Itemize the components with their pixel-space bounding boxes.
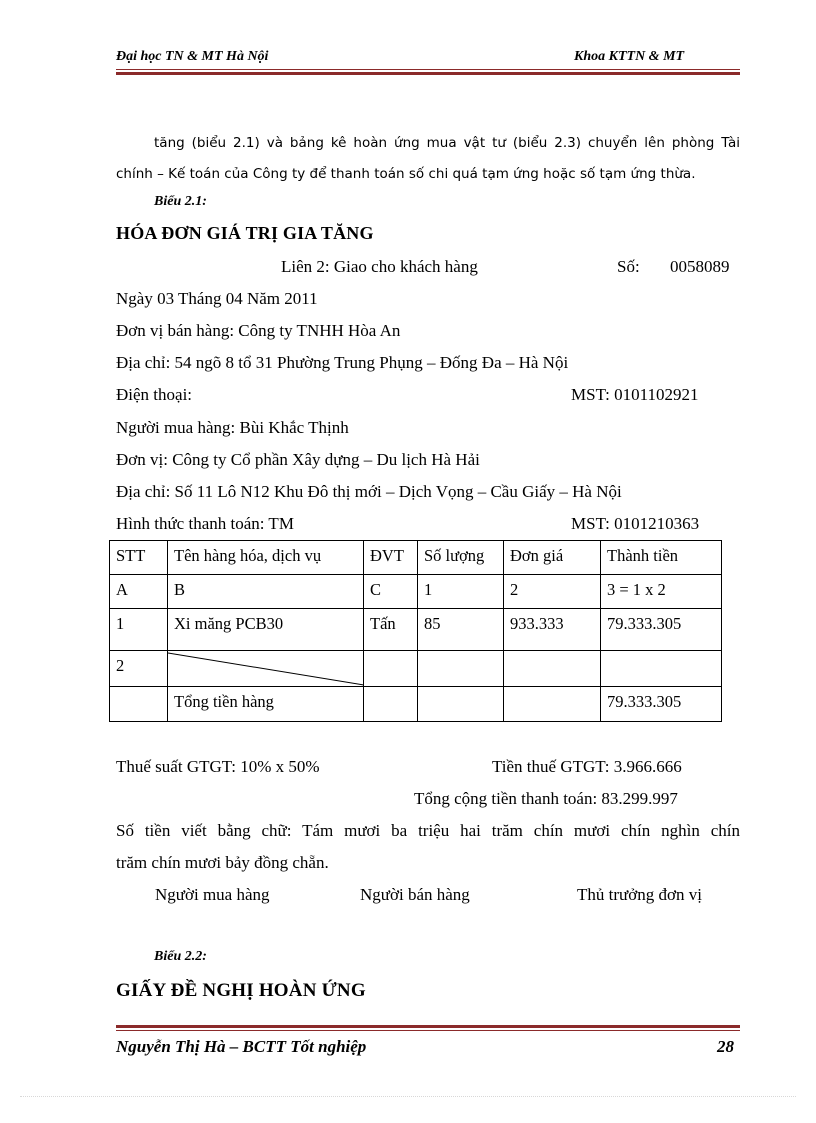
code-3: 3 = 1 x 2 xyxy=(601,575,722,609)
th-dvt: ĐVT xyxy=(364,541,418,575)
seller-mst: MST: 0101102921 xyxy=(571,385,699,404)
total-label: Tổng tiền hàng xyxy=(168,687,364,722)
th-so-luong: Số lượng xyxy=(418,541,504,575)
th-ten-hang: Tên hàng hóa, dịch vụ xyxy=(168,541,364,575)
row2-empty xyxy=(601,651,722,687)
bieu-21-caption: Biểu 2.1: xyxy=(154,194,207,209)
request-title: GIẤY ĐỀ NGHỊ HOÀN ỨNG xyxy=(116,980,366,1001)
invoice-so-value: 0058089 xyxy=(670,257,730,276)
vat-rate: Thuế suất GTGT: 10% x 50% xyxy=(116,757,320,776)
code-c: C xyxy=(364,575,418,609)
buyer-mst: MST: 0101210363 xyxy=(571,514,700,533)
row1-qty: 85 xyxy=(418,609,504,651)
seller-name: Đơn vị bán hàng: Công ty TNHH Hòa An xyxy=(116,321,401,340)
amount-in-words-line-2: trăm chín mươi bảy đồng chẵn. xyxy=(116,853,329,872)
table-row xyxy=(110,609,722,651)
buyer-unit: Đơn vị: Công ty Cổ phần Xây dựng – Du lịch Hà Hải xyxy=(116,450,480,469)
code-b: B xyxy=(168,575,364,609)
signature-seller: Người bán hàng xyxy=(360,885,470,904)
intro-line-1: tăng (biểu 2.1) và bảng kê hoàn ứng mua vật tư (biểu 2.3) chuyển lên phòng Tài xyxy=(154,135,740,151)
invoice-table xyxy=(109,540,722,722)
header-rule-thick xyxy=(116,72,740,75)
code-2: 2 xyxy=(504,575,601,609)
code-a: A xyxy=(110,575,168,609)
intro-line-2: chính – Kế toán của Công ty để thanh toán số chi quá tạm ứng hoặc số tạm ứng thừa. xyxy=(116,166,696,182)
header-rule-thin xyxy=(116,69,740,70)
total-empty xyxy=(110,687,168,722)
total-empty xyxy=(418,687,504,722)
header-left: Đại học TN & MT Hà Nội xyxy=(116,49,269,64)
row1-unit: Tấn xyxy=(364,609,418,651)
signature-head: Thủ trưởng đơn vị xyxy=(577,885,702,904)
header-right: Khoa KTTN & MT xyxy=(574,49,685,64)
buyer-name: Người mua hàng: Bùi Khắc Thịnh xyxy=(116,418,349,437)
diagonal-line xyxy=(168,651,364,687)
footer-rule-thin xyxy=(116,1030,740,1031)
row2-stt: 2 xyxy=(110,651,168,687)
th-don-gia: Đơn giá xyxy=(504,541,601,575)
payment-method: Hình thức thanh toán: TM xyxy=(116,514,294,533)
buyer-address: Địa chỉ: Số 11 Lô N12 Khu Đô thị mới – Dịch Vọng – Cầu Giấy – Hà Nội xyxy=(116,482,622,501)
row1-name: Xi măng PCB30 xyxy=(168,609,364,651)
th-thanh-tien: Thành tiền xyxy=(601,541,722,575)
invoice-date: Ngày 03 Tháng 04 Năm 2011 xyxy=(116,289,318,308)
amount-in-words-line-1: Số tiền viết bằng chữ: Tám mươi ba triệu hai trăm chín mươi chín nghìn chín xyxy=(116,821,740,840)
row1-stt: 1 xyxy=(110,609,168,651)
signature-buyer: Người mua hàng xyxy=(155,885,270,904)
code-1: 1 xyxy=(418,575,504,609)
invoice-title: HÓA ĐƠN GIÁ TRỊ GIA TĂNG xyxy=(116,223,374,243)
seller-phone: Điện thoại: xyxy=(116,385,193,404)
row2-empty xyxy=(364,651,418,687)
row1-amount: 79.333.305 xyxy=(601,609,722,651)
footer-rule-thick xyxy=(116,1025,740,1028)
bieu-22-caption: Biểu 2.2: xyxy=(154,949,207,964)
grand-total: Tổng cộng tiền thanh toán: 83.299.997 xyxy=(414,789,678,808)
row1-price: 933.333 xyxy=(504,609,601,651)
row2-empty xyxy=(418,651,504,687)
table-code-row xyxy=(110,575,722,609)
vat-amount: Tiền thuế GTGT: 3.966.666 xyxy=(492,757,682,776)
invoice-so-label: Số: xyxy=(617,257,640,276)
table-row xyxy=(110,651,722,687)
page-number: 28 xyxy=(717,1037,734,1056)
page-edge-divider xyxy=(20,1096,796,1097)
row2-empty xyxy=(504,651,601,687)
total-value: 79.333.305 xyxy=(601,687,722,722)
table-header-row xyxy=(110,541,722,575)
footer-author: Nguyễn Thị Hà – BCTT Tốt nghiệp xyxy=(116,1037,367,1056)
th-stt: STT xyxy=(110,541,168,575)
seller-address: Địa chỉ: 54 ngõ 8 tổ 31 Phường Trung Phụng – Đống Đa – Hà Nội xyxy=(116,353,569,372)
total-empty xyxy=(364,687,418,722)
invoice-lien: Liên 2: Giao cho khách hàng xyxy=(281,257,478,276)
total-empty xyxy=(504,687,601,722)
row2-diagonal-cell xyxy=(168,651,364,687)
table-total-row xyxy=(110,687,722,722)
